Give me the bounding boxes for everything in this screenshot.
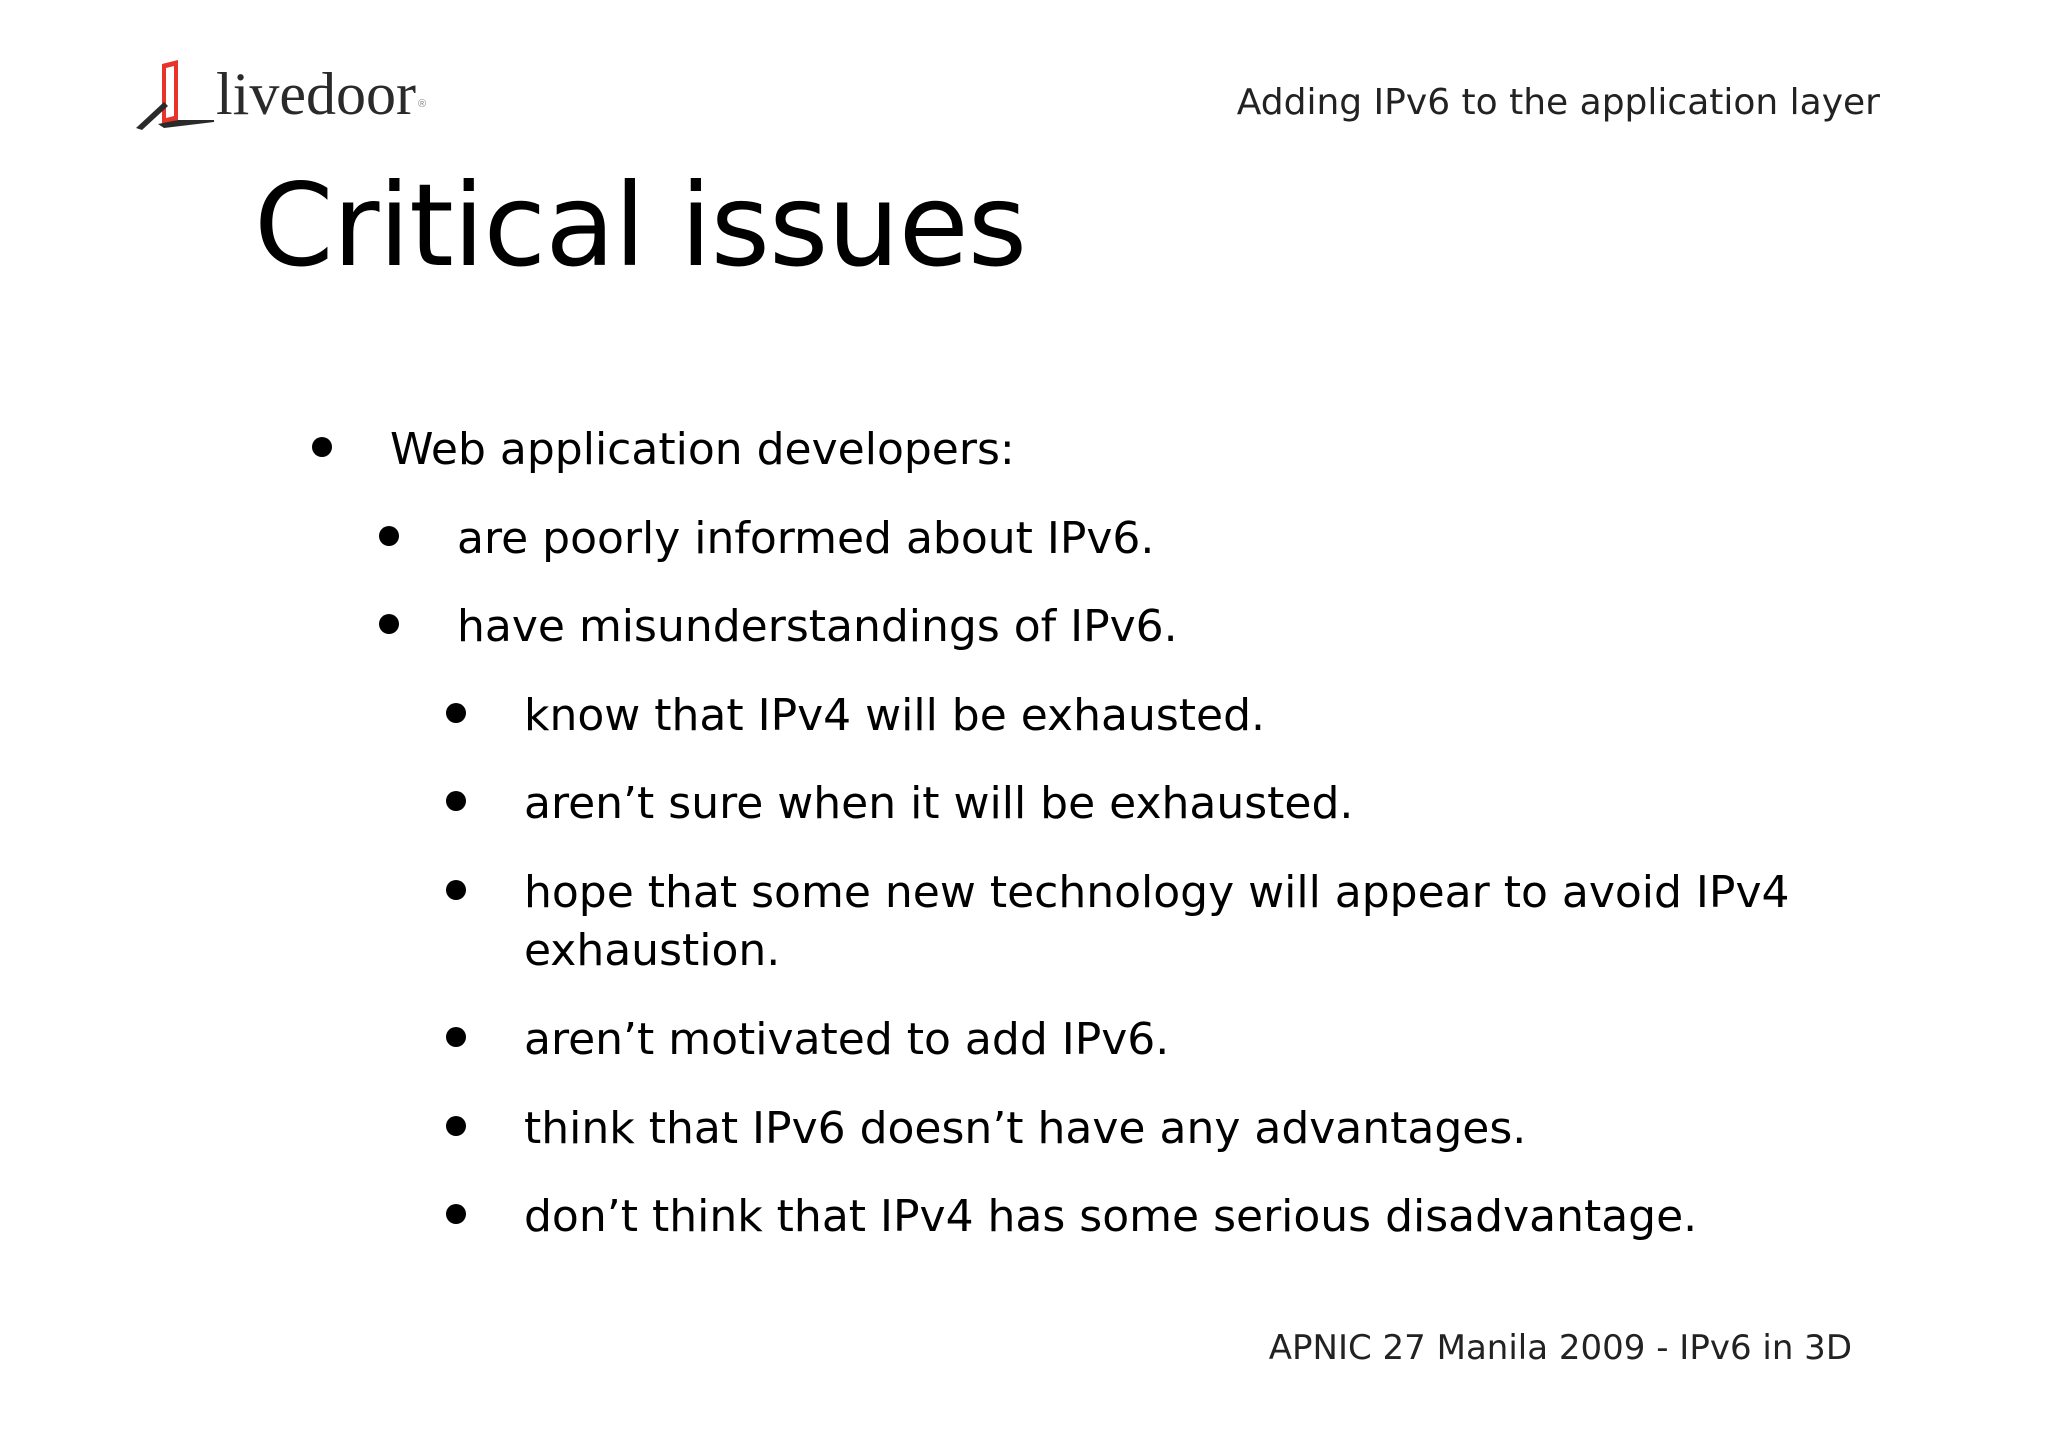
bullet-text: think that IPv6 doesn’t have any advantages. — [524, 1103, 1527, 1154]
bullet-item — [524, 1011, 1824, 1069]
bullet-dot-icon — [446, 791, 466, 811]
footer-caption: APNIC 27 Manila 2009 - IPv6 in 3D — [1268, 1328, 1852, 1368]
logo-text: livedoor — [216, 61, 416, 127]
bullet-item — [524, 1188, 1824, 1246]
slide-title: Critical issues — [254, 159, 1027, 292]
livedoor-door-icon — [134, 58, 214, 138]
bullet-item — [524, 687, 1824, 745]
bullet-item — [524, 864, 1824, 980]
bullet-item — [457, 510, 1807, 568]
bullet-text: have misunderstandings of IPv6. — [457, 601, 1178, 652]
bullet-text: know that IPv4 will be exhausted. — [524, 690, 1265, 741]
bullet-text: don’t think that IPv4 has some serious disadvantage. — [524, 1191, 1698, 1242]
bullet-text: aren’t motivated to add IPv6. — [524, 1014, 1170, 1065]
bullet-dot-icon — [446, 1116, 466, 1136]
registered-mark: ® — [417, 98, 427, 110]
bullet-item — [524, 775, 1824, 833]
bullet-dot-icon — [446, 1204, 466, 1224]
bullet-dot-icon — [379, 526, 399, 546]
bullet-item — [524, 1100, 1824, 1158]
bullet-dot-icon — [312, 437, 332, 457]
bullet-dot-icon — [446, 880, 466, 900]
bullet-dot-icon — [446, 703, 466, 723]
bullet-dot-icon — [446, 1027, 466, 1047]
bullet-text: aren’t sure when it will be exhausted. — [524, 778, 1354, 829]
header-caption: Adding IPv6 to the application layer — [1236, 82, 1880, 123]
livedoor-logo — [134, 58, 426, 138]
bullet-dot-icon — [379, 614, 399, 634]
bullet-item — [390, 421, 1790, 479]
bullet-item — [457, 598, 1807, 656]
bullet-text: hope that some new technology will appear to avoid IPv4 exhaustion. — [524, 867, 1790, 976]
bullet-text: Web application developers: — [390, 424, 1015, 475]
bullet-text: are poorly informed about IPv6. — [457, 513, 1155, 564]
